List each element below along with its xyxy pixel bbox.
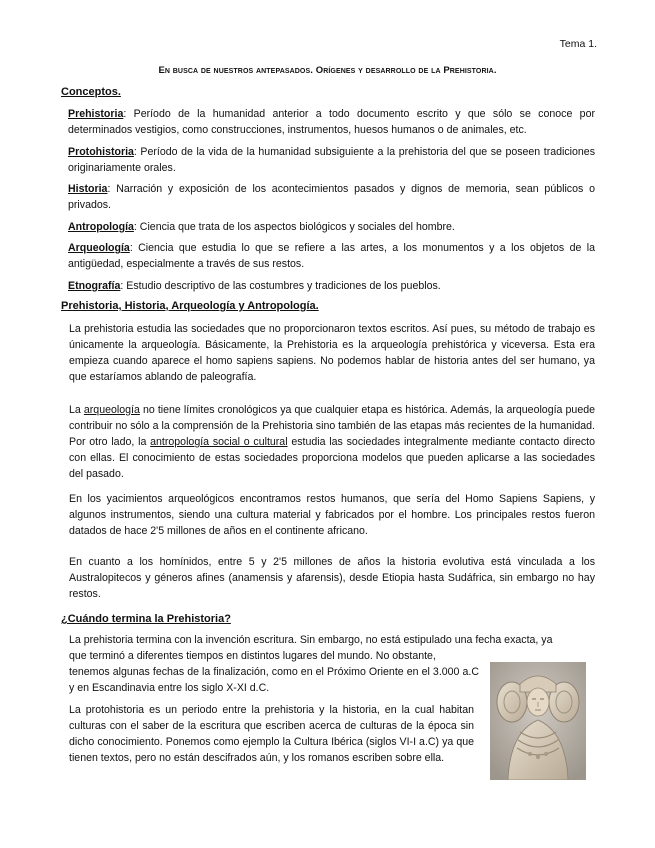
concept-term: Antropología: [68, 221, 134, 233]
arqueologia-link: arqueología: [83, 404, 140, 416]
section-heading-cuando-termina: ¿Cuándo termina la Prehistoria?: [61, 613, 231, 625]
concept-term: Prehistoria: [68, 108, 124, 120]
document-title: En busca de nuestros antepasados. Orígenes y desarrollo de la Prehistoria.: [158, 65, 497, 76]
concept-arqueologia: [68, 240, 595, 272]
paragraph: tenemos algunas fechas de la finalización, como en el Próximo Oriente en el 3.000 a.C y en Escandinavia entre los siglo X-XI d.C.: [69, 666, 479, 694]
text-run: La: [69, 404, 84, 416]
text-run: estudia las sociedades integralmente mediante contacto directo con ellas. El conocimiento de estas sociedades proporciona modelos que pueden aplicarse a las sociedades del pasado.: [69, 436, 596, 480]
paragraph: [69, 402, 595, 482]
concept-definition: : Ciencia que trata de los aspectos biológicos y sociales del hombre.: [133, 221, 455, 233]
concept-definition: : Ciencia que estudia lo que se refiere a las artes, a los monumentos y a los objetos de la antigüedad, especialmente a través de sus restos.: [68, 242, 595, 270]
concept-historia: [68, 181, 595, 213]
paragraph: En los yacimientos arqueológicos encontramos restos humanos, que sería del Homo Sapiens Sapiens, y algunos instrumentos, siendo una cultura material y fabricados por el hombre. Los principales restos fueron datados de hace 2'5 millones de años en el continente africano.: [69, 493, 595, 537]
concept-antropologia: [68, 219, 595, 235]
concept-definition: : Período de la humanidad anterior a todo documento escrito y que sólo se conoce por determinados vestigios, como construcciones, instrumentos, huesos humanos o de animales, etc.: [68, 108, 595, 136]
paragraph: En cuanto a los homínidos, entre 5 y 2'5 millones de años la historia evolutiva está vinculada a los Australopitecos y géneros afines (anamensis y afarensis), desde Etiopia hasta Sudáfrica, sin embargo no hay restos.: [69, 556, 595, 600]
page-number: Tema 1.: [559, 38, 597, 50]
concept-definition: : Período de la vida de la humanidad subsiguiente a la prehistoria del que se poseen tradiciones originariamente orales.: [68, 146, 595, 174]
concept-definition: : Narración y exposición de los acontecimientos pasados y dignos de memoria, sean públicos o privados.: [68, 183, 595, 211]
section-heading-conceptos: Conceptos.: [61, 86, 121, 98]
paragraph-line: que terminó a diferentes tiempos en distintos lugares del mundo. No obstante,: [69, 650, 436, 662]
concept-prehistoria: [68, 106, 595, 138]
concept-term: Arqueología: [68, 242, 130, 254]
paragraph: La prehistoria estudia las sociedades que no proporcionaron textos escritos. Así pues, su método de trabajo es únicamente la arqueología. Básicamente, la Prehistoria es la arqueología prehistórica y viceversa. Esta era empieza cuando aparece el homo sapiens sapiens. No podemos hablar de historia antes del ser humano, ya que estaríamos ablando de paleografía.: [69, 323, 595, 383]
paragraph-line: La prehistoria termina con la invención escritura. Sin embargo, no está estipulado una fecha exacta, ya: [69, 634, 553, 646]
concept-etnografia: [68, 278, 595, 294]
section-heading-prehistoria: Prehistoria, Historia, Arqueología y Antropología.: [61, 300, 319, 312]
paragraph: La protohistoria es un periodo entre la prehistoria y la historia, en la cual habitan culturas con el saber de la escritura que escriben acerca de culturas de la época sin dicho conocimiento. Ponemos como ejemplo la Cultura Ibérica (siglos VI-I a.C) ya que tienen textos, pero no están descifrados aún, y los romanos escriben sobre ella.: [69, 704, 474, 764]
concept-term: Etnografía: [68, 280, 121, 292]
concept-term: Historia: [68, 183, 108, 195]
concept-definition: : Estudio descriptivo de las costumbres y tradiciones de los pueblos.: [120, 280, 441, 292]
concept-term: Protohistoria: [68, 146, 134, 158]
antropologia-link: antropología social o cultural: [150, 436, 288, 448]
bust-sculpture-image: [490, 662, 586, 780]
concept-protohistoria: [68, 144, 595, 176]
text-run: no tiene límites cronológicos ya que cualquier etapa es histórica. Además, la arqueología puede contribuir no sólo a la comprensión de la Prehistoria sino también de las etapas más recientes de la humanidad. Por otro lado, la: [69, 404, 595, 448]
